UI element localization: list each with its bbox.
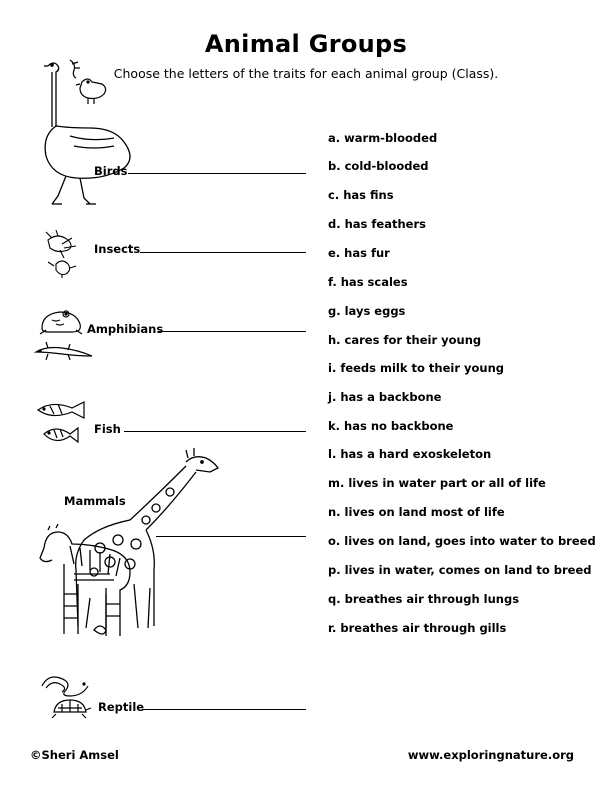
- answer-blank-birds[interactable]: [128, 173, 306, 174]
- trait-item: o. lives on land, goes into water to breed: [328, 534, 596, 548]
- page-title: Animal Groups: [204, 30, 408, 58]
- group-label-insects: Insects: [94, 242, 141, 256]
- turtle-icon: [48, 696, 92, 720]
- trait-item: q. breathes air through lungs: [328, 592, 520, 606]
- fish-icon: [36, 398, 96, 444]
- trait-item: a. warm-blooded: [328, 131, 438, 145]
- trait-item: d. has feathers: [328, 217, 426, 231]
- salamander-icon: [34, 340, 94, 364]
- trait-item: n. lives on land most of life: [328, 505, 505, 519]
- trait-item: j. has a backbone: [328, 390, 442, 404]
- trait-item: p. lives in water, comes on land to breed: [328, 563, 592, 577]
- answer-blank-reptile[interactable]: [142, 709, 306, 710]
- bird-icon: [62, 58, 112, 108]
- copyright: ©Sheri Amsel: [30, 748, 119, 762]
- trait-item: h. cares for their young: [328, 333, 482, 347]
- trait-item: b. cold-blooded: [328, 159, 429, 173]
- trait-item: i. feeds milk to their young: [328, 361, 505, 375]
- zebra-icon: [34, 524, 144, 644]
- group-label-birds: Birds: [94, 164, 128, 178]
- trait-item: l. has a hard exoskeleton: [328, 447, 492, 461]
- trait-item: c. has fins: [328, 188, 394, 202]
- trait-item: r. breathes air through gills: [328, 621, 507, 635]
- answer-blank-insects[interactable]: [140, 252, 306, 253]
- trait-item: k. has no backbone: [328, 419, 454, 433]
- trait-item: f. has scales: [328, 275, 408, 289]
- answer-blank-amphibians[interactable]: [158, 331, 306, 332]
- trait-item: m. lives in water part or all of life: [328, 476, 546, 490]
- insect-icon: [42, 230, 88, 278]
- trait-item: g. lays eggs: [328, 304, 406, 318]
- trait-item: e. has fur: [328, 246, 390, 260]
- group-label-mammals: Mammals: [64, 494, 126, 508]
- instructions: Choose the letters of the traits for each animal group (Class).: [113, 66, 499, 81]
- website-link[interactable]: www.exploringnature.org: [407, 748, 574, 762]
- snake-icon: [40, 672, 90, 698]
- answer-blank-mammals[interactable]: [156, 536, 306, 537]
- answer-blank-fish[interactable]: [124, 431, 306, 432]
- group-label-fish: Fish: [94, 422, 121, 436]
- group-label-amphibians: Amphibians: [87, 322, 164, 336]
- frog-icon: [36, 306, 86, 336]
- group-label-reptile: Reptile: [98, 700, 145, 714]
